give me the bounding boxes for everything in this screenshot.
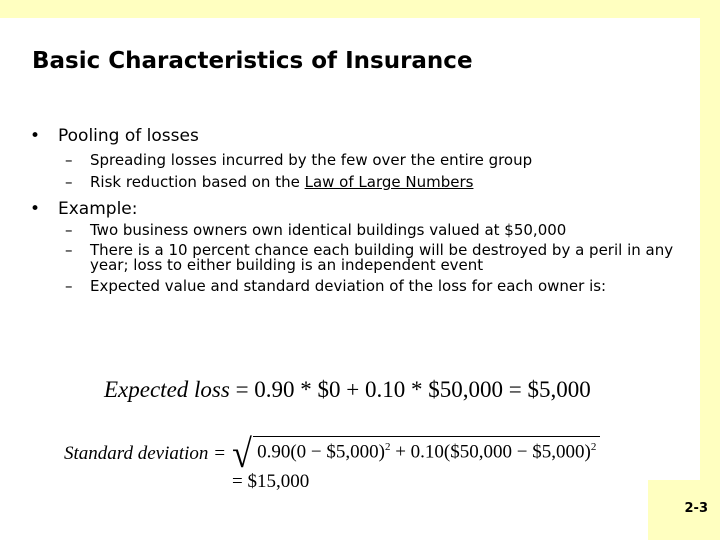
radical-sign-icon: √ <box>232 431 252 476</box>
bullet-example <box>30 199 690 219</box>
sub-bullet-text-plain: Risk reduction based on the <box>90 173 305 191</box>
variance-term-2: + 0.10($50,000 − $5,000) <box>395 441 591 463</box>
slide-number: 2-3 <box>684 501 708 516</box>
sub-bullet-marker: – <box>65 241 73 259</box>
bullet-marker: • <box>30 126 41 146</box>
sub-bullet-text: There is a 10 percent chance each building will be destroyed by a peril in any year; loss to either building is an independent event <box>90 241 674 274</box>
sub-bullet-marker: – <box>65 277 73 295</box>
slide-body <box>30 126 690 294</box>
sub-bullet-marker: – <box>65 151 73 169</box>
bullet-marker: • <box>30 199 41 219</box>
sub-bullet-expected-value <box>65 279 695 294</box>
sub-bullet-text: Two business owners own identical buildings valued at $50,000 <box>90 221 567 239</box>
equals-sign: = <box>214 443 226 464</box>
expected-loss-label: Expected loss <box>104 377 230 402</box>
sub-bullet-text: Expected value and standard deviation of the loss for each owner is: <box>90 277 607 295</box>
radicand <box>253 436 600 472</box>
sub-bullet-spreading <box>65 153 695 168</box>
bullet-pooling <box>30 126 690 146</box>
exponent: 2 <box>384 441 391 453</box>
sub-bullet-text: Spreading losses incurred by the few over the entire group <box>90 151 533 169</box>
expected-loss-formula <box>104 377 591 403</box>
standard-deviation-label: Standard deviation <box>64 443 209 464</box>
exponent: 2 <box>590 441 597 453</box>
top-frame-band <box>0 0 720 18</box>
law-of-large-numbers-link-text: Law of Large Numbers <box>304 173 474 191</box>
sub-bullet-marker: – <box>65 221 73 239</box>
square-root <box>231 431 600 476</box>
sub-bullet-probability <box>65 243 695 273</box>
bullet-text: Pooling of losses <box>58 126 199 146</box>
right-frame-band <box>700 0 720 540</box>
expected-loss-expression: = 0.90 * $0 + 0.10 * $50,000 = $5,000 <box>235 377 591 402</box>
variance-term-1: 0.90(0 − $5,000) <box>257 441 385 463</box>
slide-title: Basic Characteristics of Insurance <box>32 48 473 74</box>
sub-bullet-marker: – <box>65 173 73 191</box>
sub-bullet-owners <box>65 223 695 238</box>
sub-bullet-risk-reduction <box>65 175 695 190</box>
standard-deviation-formula <box>64 431 600 476</box>
sub-bullet-text <box>90 175 695 190</box>
standard-deviation-result: = $15,000 <box>232 471 310 492</box>
bullet-text: Example: <box>58 199 138 219</box>
